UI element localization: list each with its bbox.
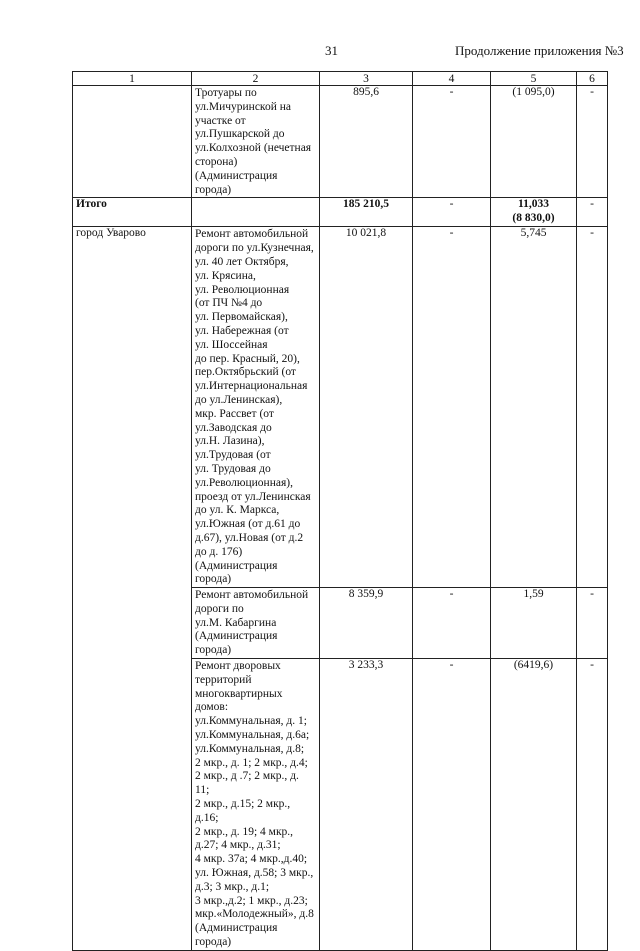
amount-cell: 3 233,3 bbox=[320, 659, 413, 951]
col4-cell: - bbox=[413, 588, 491, 659]
project-description: Ремонт дворовых территорий многоквартирных домов: ул.Коммунальная, д. 1; ул.Коммунальная, д.6а; ул.Коммунальная, д.8; 2 мкр., д. 1; 2 мкр., д.4; 2 мкр., д .7; 2 мкр., д. 11; 2 мкр., д.15; 2 мкр., д.16; 2 мкр., д. 19; 4 мкр., д.27; 4 мкр., д.31; 4 мкр. 37а; 4 мкр.,д.40; ул. Южная, д.58; 3 мкр., д.3; 3 мкр., д.1; 3 мкр.,д.2; 1 мкр., д.23; мкр.«Молодежный», д.8 (Администрация города) bbox=[195, 660, 314, 949]
col5-cell: (1 095,0) bbox=[491, 86, 577, 198]
municipality-cell: город Уварово bbox=[73, 227, 192, 950]
column-header: 2 bbox=[192, 72, 320, 86]
col6-cell: - bbox=[577, 588, 608, 659]
project-description-cell bbox=[192, 227, 320, 588]
col4-cell: - bbox=[413, 198, 491, 227]
project-description-cell bbox=[192, 659, 320, 951]
col4-cell: - bbox=[413, 659, 491, 951]
table-row bbox=[73, 86, 608, 198]
col6-cell: - bbox=[577, 659, 608, 951]
col5-cell: (6419,6) bbox=[491, 659, 577, 951]
budget-table bbox=[72, 71, 608, 951]
column-number-row bbox=[73, 72, 608, 86]
project-description: Ремонт автомобильной дороги по ул.М. Кабаргина (Администрация города) bbox=[195, 589, 309, 657]
col5-cell bbox=[491, 198, 577, 227]
col5-cell: 1,59 bbox=[491, 588, 577, 659]
col6-cell: - bbox=[577, 227, 608, 588]
col4-cell: - bbox=[413, 227, 491, 588]
project-description-cell bbox=[192, 588, 320, 659]
table-row bbox=[73, 227, 608, 588]
project-description-cell bbox=[192, 198, 320, 227]
project-description: Ремонт автомобильной дороги по ул.Кузнечная, ул. 40 лет Октября, ул. Крясина, ул. Революционная (от ПЧ №4 до ул. Первомайская), ул. Набережная (от ул. Шоссейная до пер. Красный, 20), пер.Октябрьский (от ул.Интернациональная до ул.Ленинская), мкр. Рассвет (от ул.Заводская до ул.Н. Лазина), ул.Трудовая (от ул. Трудовая до ул.Революционная), проезд от ул.Ленинская до ул. К. Маркса, ул.Южная (от д.61 до д.67), ул.Новая (от д.2 до д. 176) (Администрация города) bbox=[195, 228, 314, 586]
amount-cell: 10 021,8 bbox=[320, 227, 413, 588]
column-header: 1 bbox=[73, 72, 192, 86]
total-amount-cell: 185 210,5 bbox=[320, 198, 413, 227]
page-number: 31 bbox=[325, 43, 338, 58]
col4-cell: - bbox=[413, 86, 491, 198]
project-description: Тротуары по ул.Мичуринской на участке от ул.Пушкарской до ул.Колхозной (нечетная сторона) (Администрация города) bbox=[195, 87, 312, 196]
column-header: 6 bbox=[577, 72, 608, 86]
amount-cell: 895,6 bbox=[320, 86, 413, 198]
column-header: 4 bbox=[413, 72, 491, 86]
total-col5-value: 11,033 (8 830,0) bbox=[512, 198, 555, 225]
appendix-continuation-note: Продолжение приложения №3 bbox=[455, 43, 624, 58]
municipality-cell bbox=[73, 86, 192, 198]
column-header: 3 bbox=[320, 72, 413, 86]
total-label-cell: Итого bbox=[73, 198, 192, 227]
total-row bbox=[73, 198, 608, 227]
project-description-cell bbox=[192, 86, 320, 198]
col5-cell: 5,745 bbox=[491, 227, 577, 588]
col6-cell: - bbox=[577, 86, 608, 198]
column-header: 5 bbox=[491, 72, 577, 86]
amount-cell: 8 359,9 bbox=[320, 588, 413, 659]
col6-cell: - bbox=[577, 198, 608, 227]
